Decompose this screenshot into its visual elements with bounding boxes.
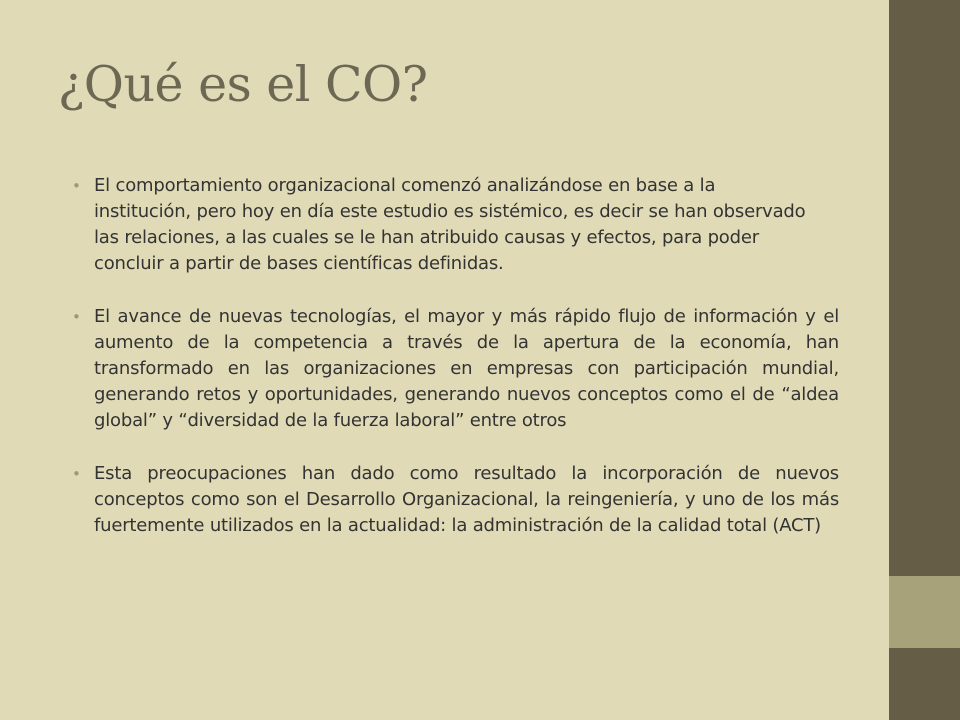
bullet-item-1 — [72, 173, 840, 277]
side-accent-bar-middle — [889, 576, 960, 648]
bullet-text-1: El comportamiento organizacional comenzó analizándose en base a la institución, pero hoy en día este estudio es sistémico, es decir se han observado las relaciones, a las cuales se le han atribuido causas y efectos, para poder concluir a partir de bases científicas definidas. — [94, 175, 806, 274]
bullet-icon: • — [72, 308, 81, 326]
bullet-text-2: El avance de nuevas tecnologías, el mayor y más rápido flujo de información y el aumento de la competencia a través de la apertura de la economía, han transformado en las organizaciones en empresas con participación mundial, generando retos y oportunidades, generando nuevos conceptos como el de “aldea global” y “diversidad de la fuerza laboral” entre otros — [94, 306, 839, 431]
slide-content — [72, 173, 840, 539]
bullet-item-3 — [72, 461, 840, 539]
side-accent-bar-bottom — [889, 648, 960, 720]
slide-title: ¿Qué es el CO? — [58, 56, 428, 113]
bullet-icon: • — [72, 177, 81, 195]
bullet-item-2 — [72, 304, 840, 434]
bullet-text-3: Esta preocupaciones han dado como resultado la incorporación de nuevos conceptos como son el Desarrollo Organizacional, la reingeniería, y uno de los más fuertemente utilizados en la actualidad: la administración de la calidad total (ACT) — [94, 463, 839, 536]
side-accent-bar-top — [889, 0, 960, 576]
bullet-icon: • — [72, 465, 81, 483]
